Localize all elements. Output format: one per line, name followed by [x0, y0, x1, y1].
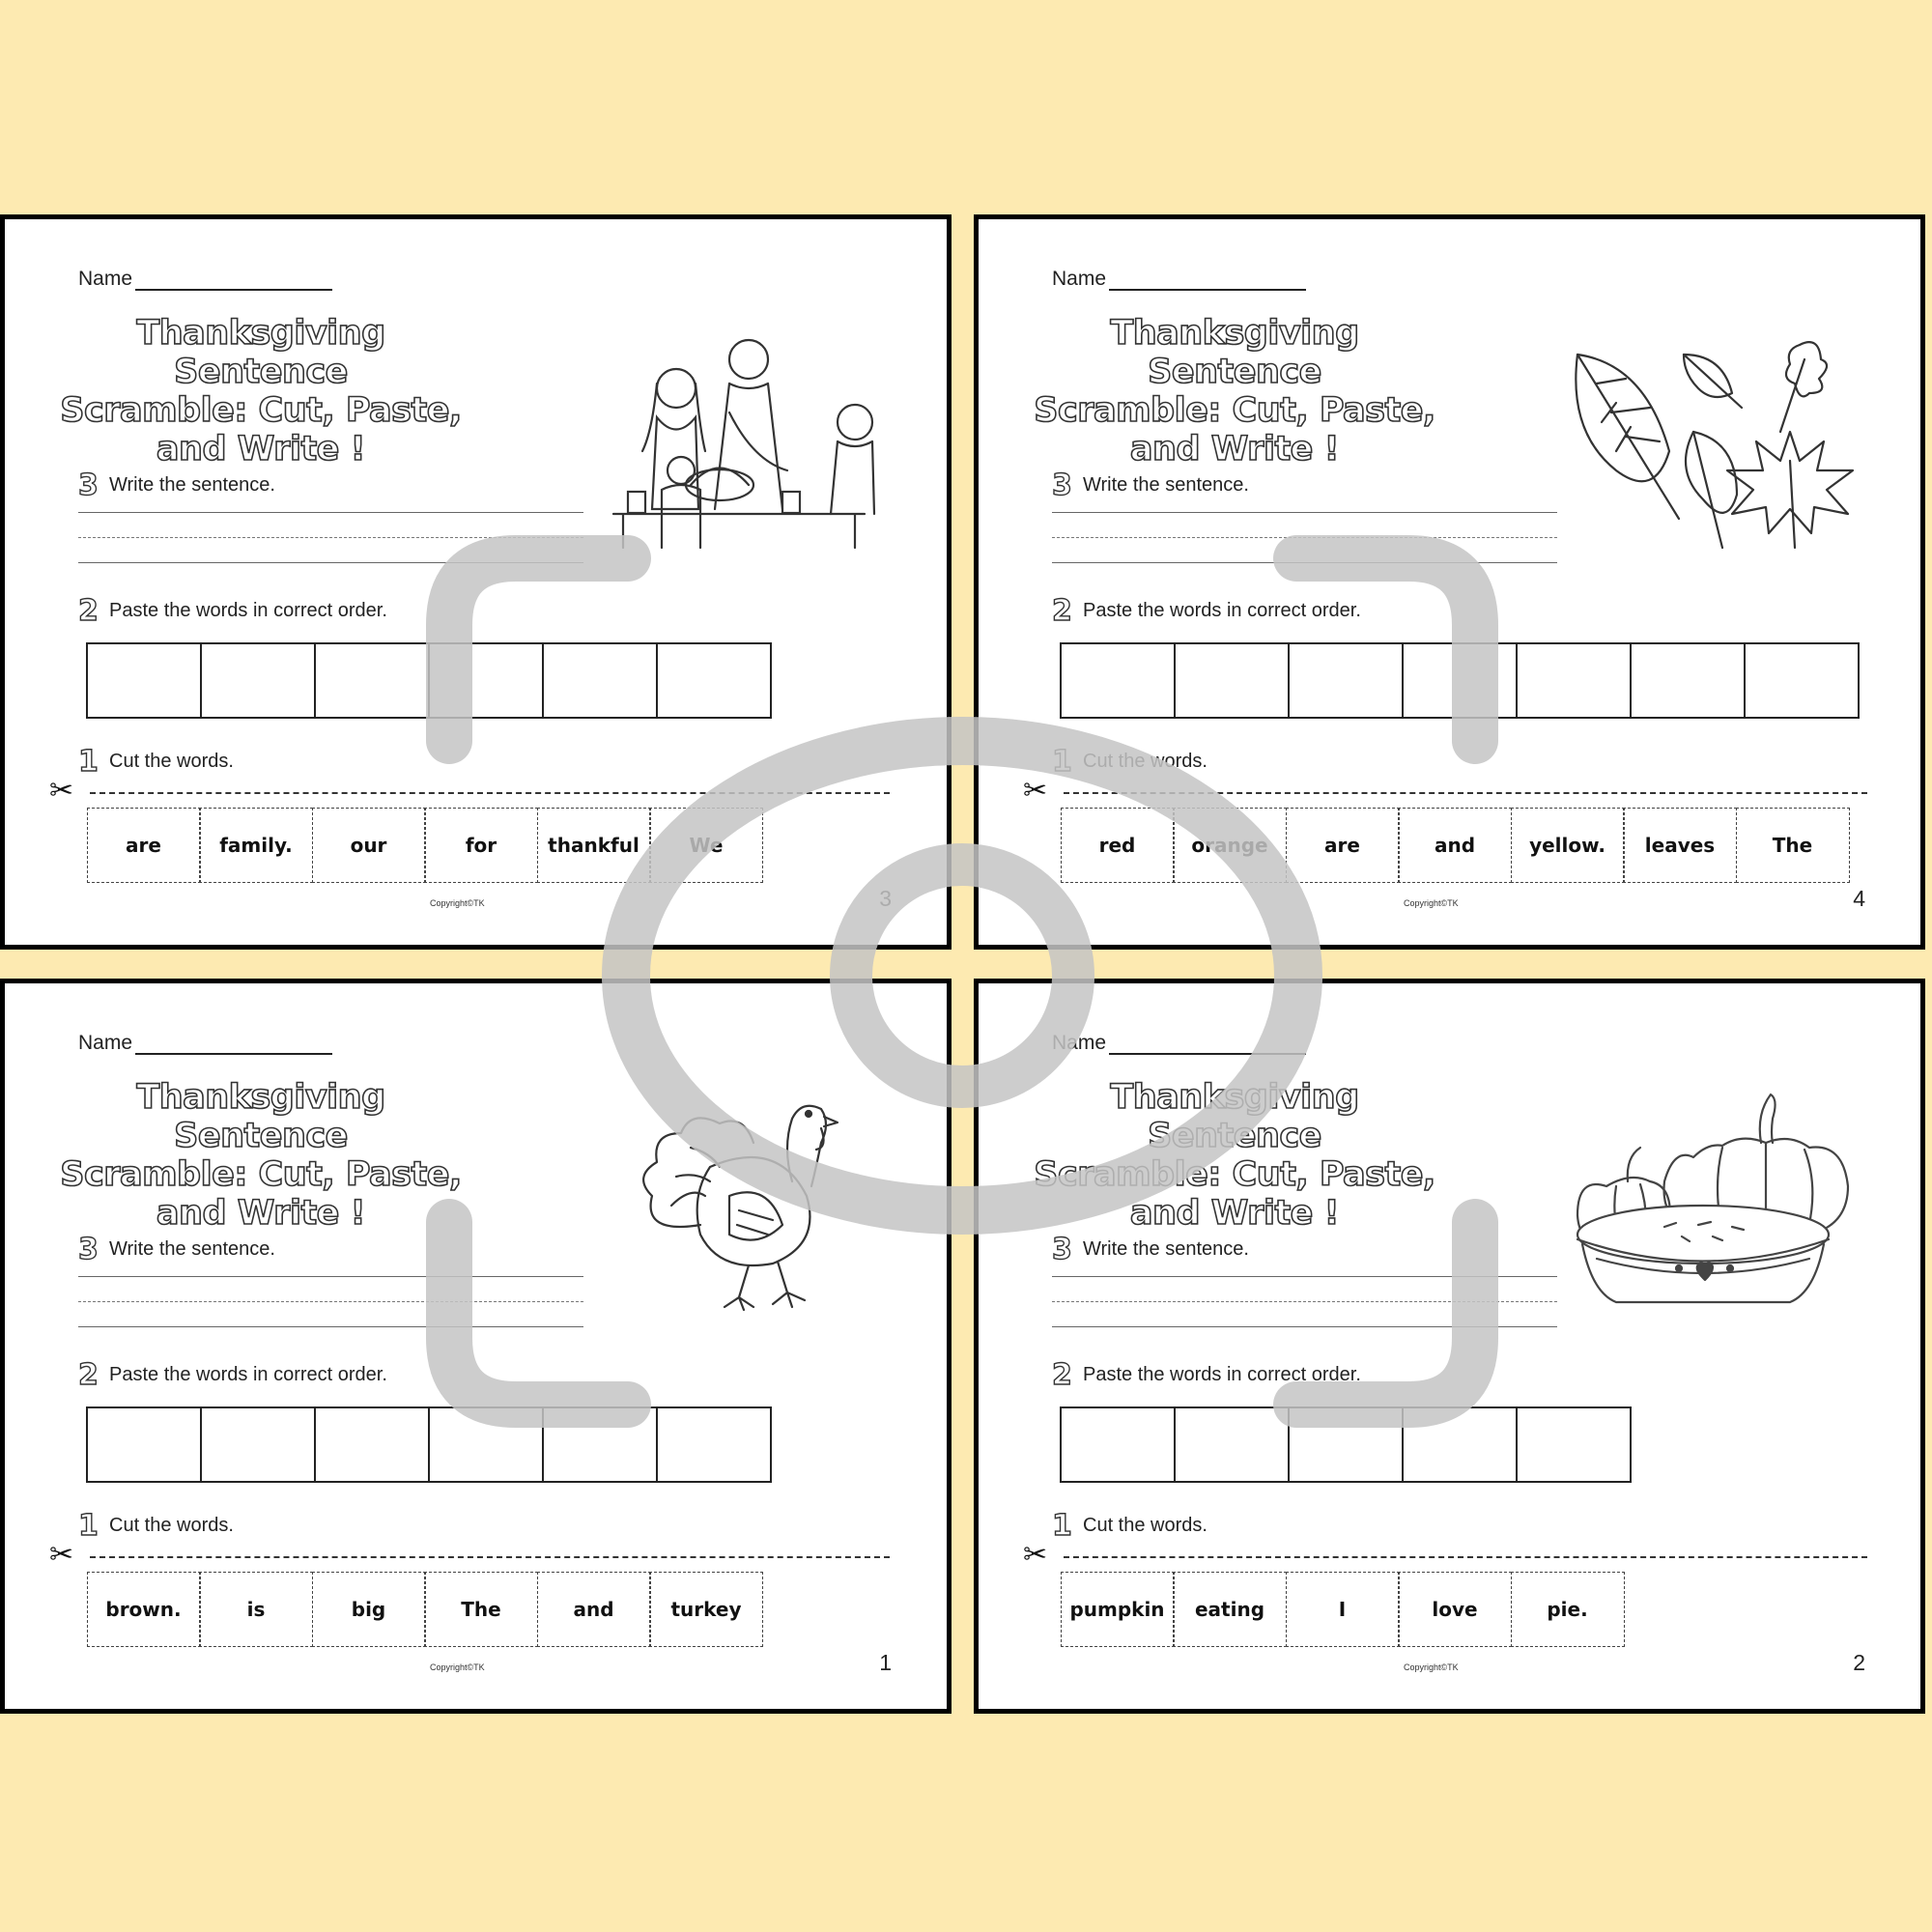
- writing-line: [78, 1276, 583, 1277]
- name-line[interactable]: [1109, 270, 1306, 291]
- paste-box[interactable]: [314, 1406, 430, 1483]
- cut-line: [1064, 1556, 1867, 1558]
- turkey-illustration: [584, 1090, 903, 1312]
- word-card[interactable]: thankful: [537, 808, 651, 883]
- word-card[interactable]: pumpkin: [1061, 1572, 1175, 1647]
- paste-boxes: [1062, 1406, 1632, 1483]
- scissors-icon: ✂: [49, 1539, 74, 1571]
- copyright: Copyright©TK: [1404, 1662, 1459, 1672]
- paste-boxes: [1062, 642, 1860, 719]
- name-label: Name: [78, 1032, 133, 1054]
- paste-box[interactable]: [86, 1406, 202, 1483]
- word-card[interactable]: and: [537, 1572, 651, 1647]
- name-label: Name: [1052, 1032, 1107, 1054]
- name-label: Name: [1052, 268, 1107, 290]
- step-paste: [78, 594, 387, 628]
- writing-midline: [1052, 537, 1557, 538]
- step-paste: [1052, 594, 1361, 628]
- paste-box[interactable]: [656, 642, 772, 719]
- worksheet-title: [53, 1078, 469, 1233]
- paste-box[interactable]: [314, 642, 430, 719]
- word-card[interactable]: pie.: [1511, 1572, 1625, 1647]
- paste-box[interactable]: [1288, 1406, 1404, 1483]
- step-instruction: Write the sentence.: [1083, 474, 1249, 496]
- word-cards: [1062, 808, 1850, 883]
- word-card[interactable]: The: [1736, 808, 1850, 883]
- step-instruction: Cut the words.: [109, 751, 234, 772]
- word-cards: [88, 1572, 763, 1647]
- copyright: Copyright©TK: [430, 898, 485, 908]
- step-number: 3: [1052, 1233, 1072, 1266]
- paste-box[interactable]: [86, 642, 202, 719]
- worksheet-title: [53, 314, 469, 469]
- step-instruction: Paste the words in correct order.: [1083, 1364, 1361, 1385]
- step-write: [1052, 1233, 1249, 1266]
- word-card[interactable]: family.: [199, 808, 313, 883]
- step-number: 3: [78, 469, 99, 502]
- step-number: 1: [1052, 745, 1072, 779]
- worksheet-page: [974, 214, 1925, 950]
- writing-line: [78, 562, 583, 563]
- paste-box[interactable]: [542, 642, 658, 719]
- paste-box[interactable]: [656, 1406, 772, 1483]
- step-paste: [78, 1358, 387, 1392]
- step-instruction: Paste the words in correct order.: [1083, 600, 1361, 621]
- pumpkin-pie-illustration: [1558, 1090, 1877, 1312]
- step-instruction: Paste the words in correct order.: [109, 600, 387, 621]
- step-number: 1: [1052, 1509, 1072, 1543]
- title-line: Scramble: Cut, Paste,: [60, 391, 462, 430]
- writing-midline: [78, 537, 583, 538]
- worksheet-title: [1027, 314, 1442, 469]
- paste-box[interactable]: [542, 1406, 658, 1483]
- step-number: 2: [78, 1358, 99, 1392]
- paste-boxes: [88, 642, 772, 719]
- word-card[interactable]: for: [424, 808, 538, 883]
- paste-box[interactable]: [1174, 1406, 1290, 1483]
- page-number: 1: [879, 1650, 892, 1675]
- word-card[interactable]: The: [424, 1572, 538, 1647]
- paste-box[interactable]: [200, 642, 316, 719]
- title-line: Thanksgiving Sentence: [136, 1078, 385, 1155]
- paste-boxes: [88, 1406, 772, 1483]
- step-number: 3: [78, 1233, 99, 1266]
- word-cards: [88, 808, 763, 883]
- paste-box[interactable]: [1630, 642, 1746, 719]
- page-number: 3: [879, 886, 892, 911]
- step-cut: [1052, 745, 1208, 779]
- page-number: 2: [1853, 1650, 1865, 1675]
- writing-lines[interactable]: [1052, 512, 1557, 570]
- step-number: 2: [78, 594, 99, 628]
- writing-line: [1052, 1276, 1557, 1277]
- paste-box[interactable]: [1060, 1406, 1176, 1483]
- copyright: Copyright©TK: [430, 1662, 485, 1672]
- title-line: Thanksgiving Sentence: [1110, 1078, 1359, 1155]
- title-line: Scramble: Cut, Paste,: [1034, 391, 1435, 430]
- paste-box[interactable]: [428, 1406, 544, 1483]
- word-cards: [1062, 1572, 1625, 1647]
- step-write: [78, 1233, 275, 1266]
- step-instruction: Cut the words.: [1083, 1515, 1208, 1536]
- paste-box[interactable]: [428, 642, 544, 719]
- worksheet-title: [1027, 1078, 1442, 1233]
- title-line: and Write !: [156, 430, 366, 469]
- title-line: Thanksgiving Sentence: [136, 314, 385, 391]
- title-line: Scramble: Cut, Paste,: [60, 1155, 462, 1194]
- name-field: [78, 268, 332, 291]
- word-card[interactable]: I: [1286, 1572, 1400, 1647]
- step-instruction: Paste the words in correct order.: [109, 1364, 387, 1385]
- step-number: 2: [1052, 594, 1072, 628]
- step-instruction: Write the sentence.: [109, 474, 275, 496]
- word-card[interactable]: are: [87, 808, 201, 883]
- word-card[interactable]: eating: [1173, 1572, 1287, 1647]
- cut-line: [90, 792, 890, 794]
- step-number: 1: [78, 745, 99, 779]
- worksheet-page: [0, 979, 952, 1714]
- writing-midline: [78, 1301, 583, 1302]
- step-number: 3: [1052, 469, 1072, 502]
- name-line[interactable]: [1109, 1034, 1306, 1055]
- word-card[interactable]: big: [312, 1572, 426, 1647]
- writing-midline: [1052, 1301, 1557, 1302]
- paste-box[interactable]: [1744, 642, 1860, 719]
- title-line: and Write !: [156, 1194, 366, 1233]
- word-card[interactable]: our: [312, 808, 426, 883]
- step-cut: [78, 745, 234, 779]
- word-card[interactable]: love: [1398, 1572, 1512, 1647]
- step-cut: [1052, 1509, 1208, 1543]
- word-card[interactable]: red: [1061, 808, 1175, 883]
- autumn-leaves-illustration: [1558, 326, 1877, 548]
- worksheet-page: [0, 214, 952, 950]
- step-number: 1: [78, 1509, 99, 1543]
- paste-box[interactable]: [1288, 642, 1404, 719]
- writing-line: [1052, 512, 1557, 513]
- paste-box[interactable]: [1060, 642, 1176, 719]
- title-line: and Write !: [1129, 1194, 1340, 1233]
- word-card[interactable]: orange: [1173, 808, 1287, 883]
- step-number: 2: [1052, 1358, 1072, 1392]
- step-write: [78, 469, 275, 502]
- word-card[interactable]: yellow.: [1511, 808, 1625, 883]
- step-instruction: Write the sentence.: [109, 1238, 275, 1260]
- writing-line: [78, 512, 583, 513]
- name-label: Name: [78, 268, 133, 290]
- step-instruction: Cut the words.: [109, 1515, 234, 1536]
- word-card[interactable]: are: [1286, 808, 1400, 883]
- name-field: [1052, 268, 1306, 291]
- word-card[interactable]: and: [1398, 808, 1512, 883]
- step-instruction: Write the sentence.: [1083, 1238, 1249, 1260]
- word-card[interactable]: is: [199, 1572, 313, 1647]
- word-card[interactable]: We: [649, 808, 763, 883]
- step-write: [1052, 469, 1249, 502]
- title-line: and Write !: [1129, 430, 1340, 469]
- name-field: [78, 1032, 332, 1055]
- writing-line: [1052, 1326, 1557, 1327]
- word-card[interactable]: brown.: [87, 1572, 201, 1647]
- scissors-icon: ✂: [1023, 775, 1048, 807]
- name-field: [1052, 1032, 1306, 1055]
- scissors-icon: ✂: [49, 775, 74, 807]
- cut-line: [1064, 792, 1867, 794]
- step-paste: [1052, 1358, 1361, 1392]
- step-cut: [78, 1509, 234, 1543]
- writing-line: [1052, 562, 1557, 563]
- writing-lines[interactable]: [78, 1276, 583, 1334]
- page-number: 4: [1853, 886, 1865, 911]
- paste-box[interactable]: [1402, 642, 1518, 719]
- paste-box[interactable]: [1516, 642, 1632, 719]
- cut-line: [90, 1556, 890, 1558]
- step-instruction: Cut the words.: [1083, 751, 1208, 772]
- title-line: Scramble: Cut, Paste,: [1034, 1155, 1435, 1194]
- word-card[interactable]: turkey: [649, 1572, 763, 1647]
- writing-lines[interactable]: [78, 512, 583, 570]
- title-line: Thanksgiving Sentence: [1110, 314, 1359, 391]
- family-dinner-illustration: [584, 326, 903, 548]
- word-card[interactable]: leaves: [1623, 808, 1737, 883]
- name-line[interactable]: [135, 270, 332, 291]
- writing-line: [78, 1326, 583, 1327]
- paste-box[interactable]: [200, 1406, 316, 1483]
- paste-box[interactable]: [1174, 642, 1290, 719]
- worksheet-page: [974, 979, 1925, 1714]
- paste-box[interactable]: [1516, 1406, 1632, 1483]
- paste-box[interactable]: [1402, 1406, 1518, 1483]
- writing-lines[interactable]: [1052, 1276, 1557, 1334]
- scissors-icon: ✂: [1023, 1539, 1048, 1571]
- copyright: Copyright©TK: [1404, 898, 1459, 908]
- name-line[interactable]: [135, 1034, 332, 1055]
